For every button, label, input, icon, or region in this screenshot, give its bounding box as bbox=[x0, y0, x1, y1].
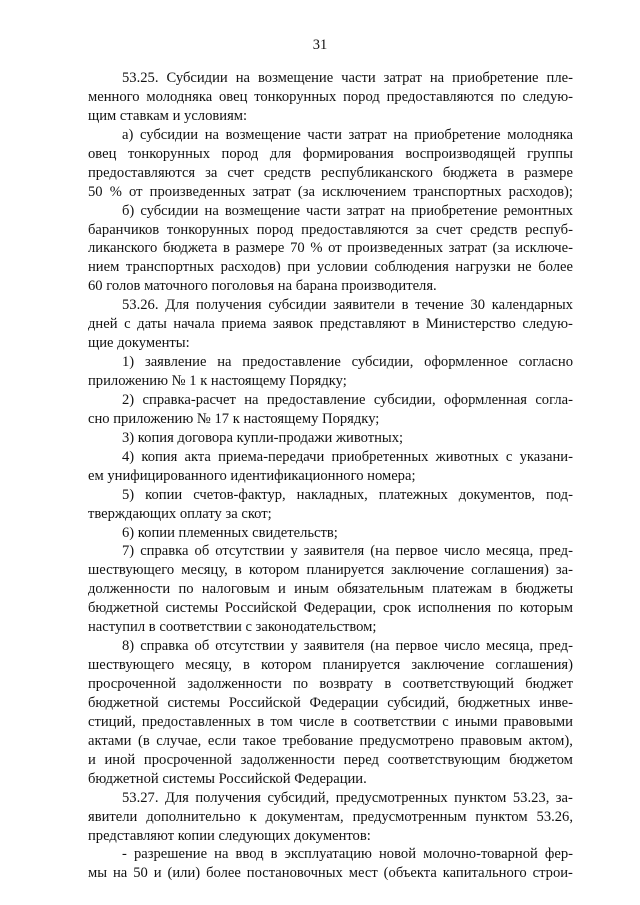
text-line: щие документы: bbox=[88, 335, 190, 352]
text-line: 2) справка-расчет на предоставление субсидии, оформленная согла- bbox=[122, 391, 573, 408]
text-line: приложению № 1 к настоящему Порядку; bbox=[88, 373, 347, 389]
document-body bbox=[88, 69, 573, 883]
text-line: представляют копии следующих документов: bbox=[88, 827, 371, 844]
text-line: стиций, предоставленных в том числе в соответствии с иными правовыми bbox=[88, 713, 573, 730]
text-line: 5) копии счетов-фактур, накладных, платежных документов, под- bbox=[122, 486, 573, 503]
text-line: б) субсидии на возмещение части затрат на приобретение ремонтных bbox=[122, 202, 573, 219]
page-number: 31 bbox=[312, 37, 328, 53]
text-line: ем унифицированного идентификационного номера; bbox=[88, 467, 416, 484]
text-line: 4) копия акта приема-передачи приобретенных животных с указани- bbox=[122, 448, 573, 465]
text-line: долженности по налоговым и иным обязательным платежам в бюджеты bbox=[88, 581, 573, 598]
text-line: предоставляются за счет средств республиканского бюджета в размере bbox=[88, 164, 573, 181]
text-line: 50 % от произведенных затрат (за исключением транспортных расходов); bbox=[88, 183, 573, 200]
text-line: - разрешение на ввод в эксплуатацию новой молочно-товарной фер- bbox=[122, 846, 573, 863]
text-line: баранчиков тонкорунных пород предоставляются за счет средств респуб- bbox=[88, 221, 573, 238]
text-line: 8) справка об отсутствии у заявителя (на первое число месяца, пред- bbox=[122, 638, 573, 655]
text-line: мы на 50 и (или) более постановочных мест (объекта капитального строи- bbox=[88, 865, 573, 882]
text-line: актами (в случае, если такое требование предусмотрено правовым актом), bbox=[88, 732, 573, 749]
text-line: 53.25. Субсидии на возмещение части затрат на приобретение пле- bbox=[122, 70, 573, 86]
text-line: бюджетной системы Российской Федерации субсидий, бюджетных инве- bbox=[88, 694, 573, 711]
text-line: овец тонкорунных пород для формирования воспроизводящей группы bbox=[88, 145, 573, 162]
text-line: 7) справка об отсутствии у заявителя (на первое число месяца, пред- bbox=[122, 543, 573, 560]
text-line: щим ставкам и условиям: bbox=[88, 107, 248, 124]
text-line: тверждающих оплату за скот; bbox=[88, 505, 272, 522]
text-line: 60 голов маточного поголовья на барана производителя. bbox=[88, 278, 437, 295]
text-line: дней с даты начала приема заявок представляют в Министерство следую- bbox=[88, 316, 573, 333]
text-line: шествующего месяцу, в котором планируется заключение соглашения) bbox=[88, 657, 573, 674]
text-line: наступил в соответствии с законодательством; bbox=[88, 619, 377, 636]
text-line: бюджетной системы Российской Федерации. bbox=[88, 770, 367, 787]
text-line: нием транспортных расходов) при условии соблюдения нагрузки не более bbox=[88, 259, 573, 276]
text-line: шествующего месяцу, в котором планируется заключение соглашения) за- bbox=[88, 562, 573, 579]
text-line: 3) копия договора купли-продажи животных; bbox=[122, 429, 404, 446]
text-line: 53.27. Для получения субсидий, предусмотренных пунктом 53.23, за- bbox=[122, 789, 573, 806]
text-line: 1) заявление на предоставление субсидии, оформленное согласно bbox=[122, 354, 573, 371]
text-line: явители дополнительно к документам, предусмотренным пунктом 53.26, bbox=[88, 808, 573, 825]
text-line: 6) копии племенных свидетельств; bbox=[122, 524, 338, 541]
text-line: просроченной задолженности по возврату в соответствующий бюджет bbox=[88, 676, 573, 692]
text-line: и иной просроченной задолженности перед соответствующим бюджетом bbox=[88, 751, 573, 768]
text-line: 53.26. Для получения субсидии заявители в течение 30 календарных bbox=[122, 297, 573, 314]
text-line: ликанского бюджета в размере 70 % от произведенных затрат (за исключе- bbox=[88, 240, 573, 257]
text-line: а) субсидии на возмещение части затрат на приобретение молодняка bbox=[122, 126, 573, 143]
text-line: менного молодняка овец тонкорунных пород предоставляются по следую- bbox=[88, 88, 573, 105]
text-line: сно приложению № 17 к настоящему Порядку; bbox=[88, 410, 380, 427]
text-line: бюджетной системы Российской Федерации, срок исполнения по которым bbox=[88, 600, 573, 617]
